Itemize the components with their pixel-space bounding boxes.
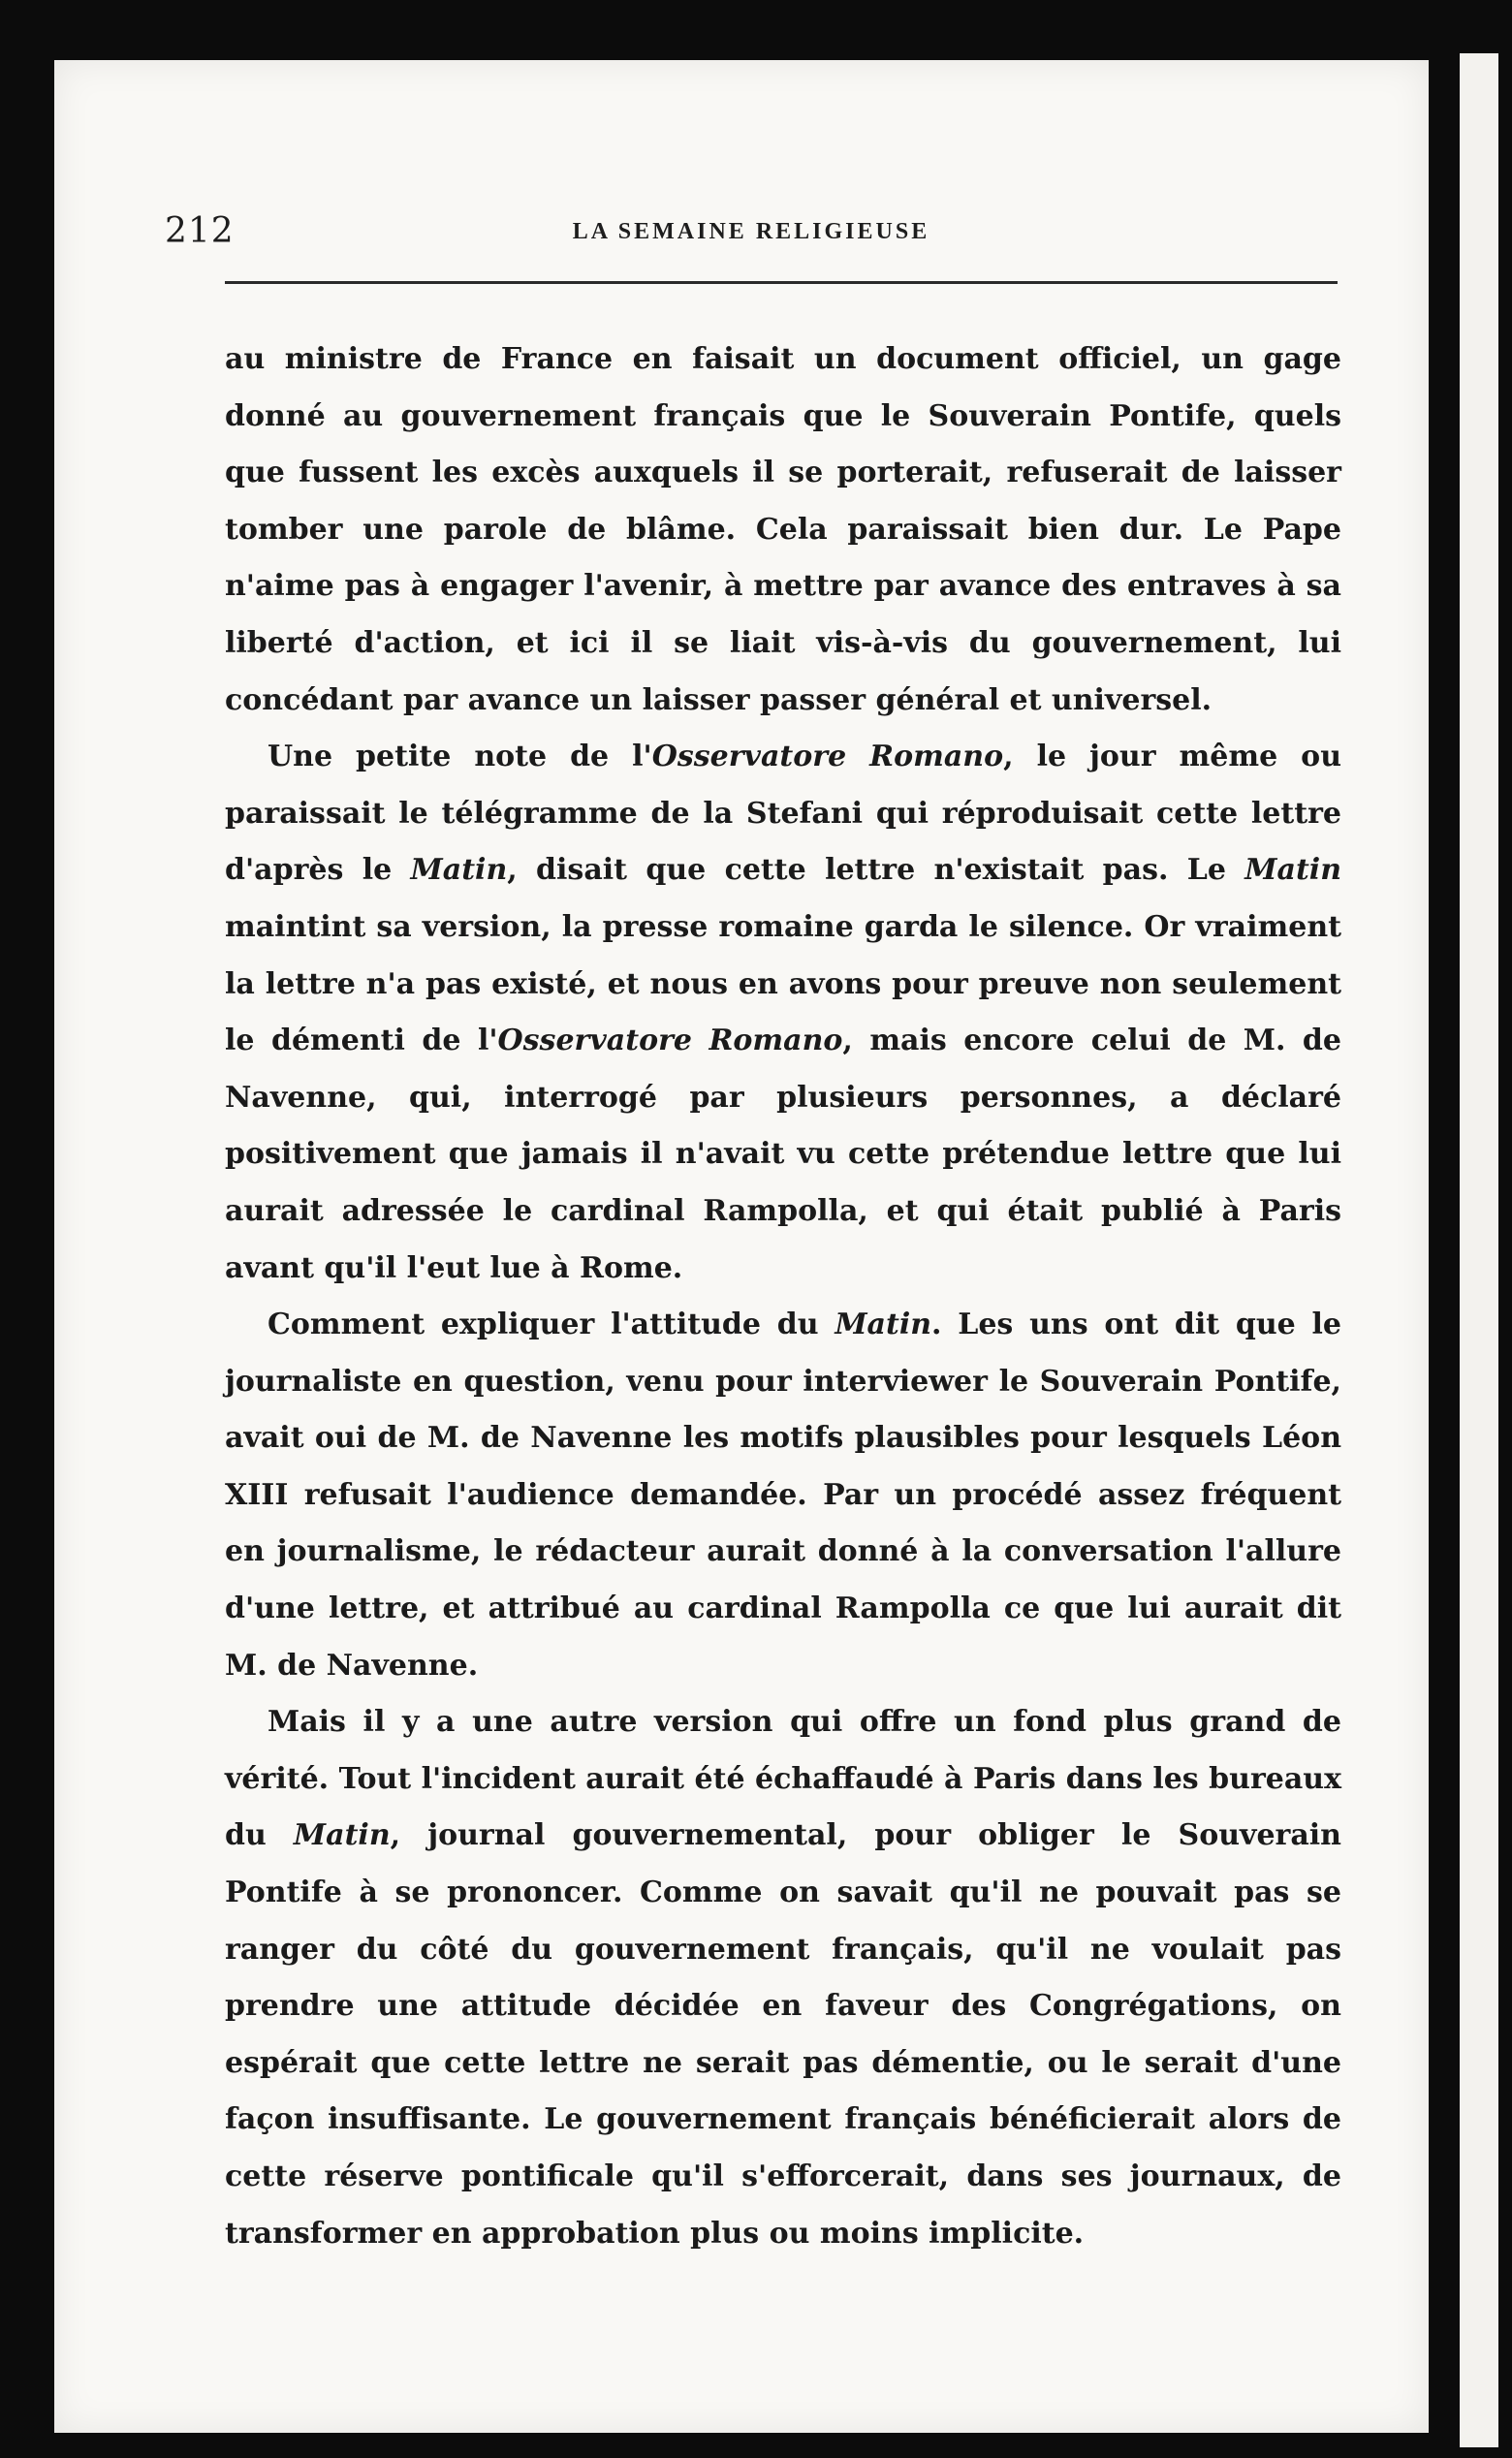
paragraph-4 bbox=[225, 1694, 1341, 2262]
text-run: Mais il y a une autre version qui offre un fond plus grand de vérité. Tout l'incident aurait été échaffaudé à Paris dans les bureaux du bbox=[225, 1705, 1341, 1853]
paragraph-1 bbox=[225, 331, 1341, 729]
body-text bbox=[225, 331, 1341, 2262]
page-number: 212 bbox=[165, 211, 235, 251]
text-run: maintint sa version, la presse romaine garda le silence. Or vraiment la lettre n'a pas existé, et nous en avons pour preuve non seulement le démenti de l' bbox=[225, 909, 1341, 1058]
next-page-edge bbox=[1460, 53, 1498, 2447]
italic-title: Matin bbox=[293, 1818, 391, 1853]
italic-title: Matin bbox=[410, 853, 508, 888]
text-run: , journal gouvernemental, pour obliger le Souverain Pontife à se prononcer. Comme on savait qu'il ne pouvait pas se ranger du côté du gouvernement français, qu'il ne voulait pas prendre une attitude décidée en faveur des Congrégations, on espérait que cette lettre ne serait pas démentie, ou le serait d'une façon insuffisante. Le gouvernement français bénéficierait alors de cette réserve pontificale qu'il s'efforcerait, dans ses journaux, de transformer en approbation plus ou moins implicite. bbox=[225, 1818, 1341, 2251]
italic-title: Matin bbox=[835, 1308, 932, 1342]
text-run: Comment expliquer l'attitude du bbox=[268, 1308, 835, 1342]
text-run: au ministre de France en faisait un document officiel, un gage donné au gouvernement français que le Souverain Pontife, quels que fussent les excès auxquels il se porterait, refuserait de laisser tomber une parole de blâme. Cela paraissait bien dur. Le Pape n'aime pas à engager l'avenir, à mettre par avance des entraves à sa liberté d'action, et ici il se liait vis-à-vis du gouvernement, lui concédant par avance un laisser passer général et universel. bbox=[225, 342, 1341, 717]
text-run: . Les uns ont dit que le journaliste en question, venu pour interviewer le Souverain Pontife, avait oui de M. de Navenne les motifs plausibles pour lesquels Léon XIII refusait l'audience demandée. Par un procédé assez fréquent en journalisme, le rédacteur aurait donné à la conversation l'allure d'une lettre, et attribué au cardinal Rampolla ce que lui aurait dit M. de Navenne. bbox=[225, 1308, 1341, 1683]
text-run: , le jour même ou paraissait le télégramme de la Stefani qui réproduisait cette lettre d'après le bbox=[225, 740, 1342, 888]
text-run: , disait que cette lettre n'existait pas. Le bbox=[507, 853, 1245, 888]
text-run: Une petite note de l' bbox=[268, 740, 652, 774]
running-title: LA SEMAINE RELIGIEUSE bbox=[572, 219, 930, 244]
paragraph-3 bbox=[225, 1297, 1341, 1694]
paragraph-2 bbox=[225, 729, 1341, 1297]
running-head bbox=[165, 211, 1338, 260]
italic-title: Osservatore Romano bbox=[497, 1024, 843, 1058]
italic-title: Matin bbox=[1244, 853, 1342, 888]
header-rule bbox=[225, 281, 1338, 284]
text-run: , mais encore celui de M. de Navenne, qui, interrogé par plusieurs personnes, a déclaré positivement que jamais il n'avait vu cette prétendue lettre que lui aurait adressée le cardinal Rampolla, et qui était publié à Paris avant qu'il l'eut lue à Rome. bbox=[225, 1024, 1341, 1285]
italic-title: Osservatore Romano bbox=[651, 740, 1004, 774]
